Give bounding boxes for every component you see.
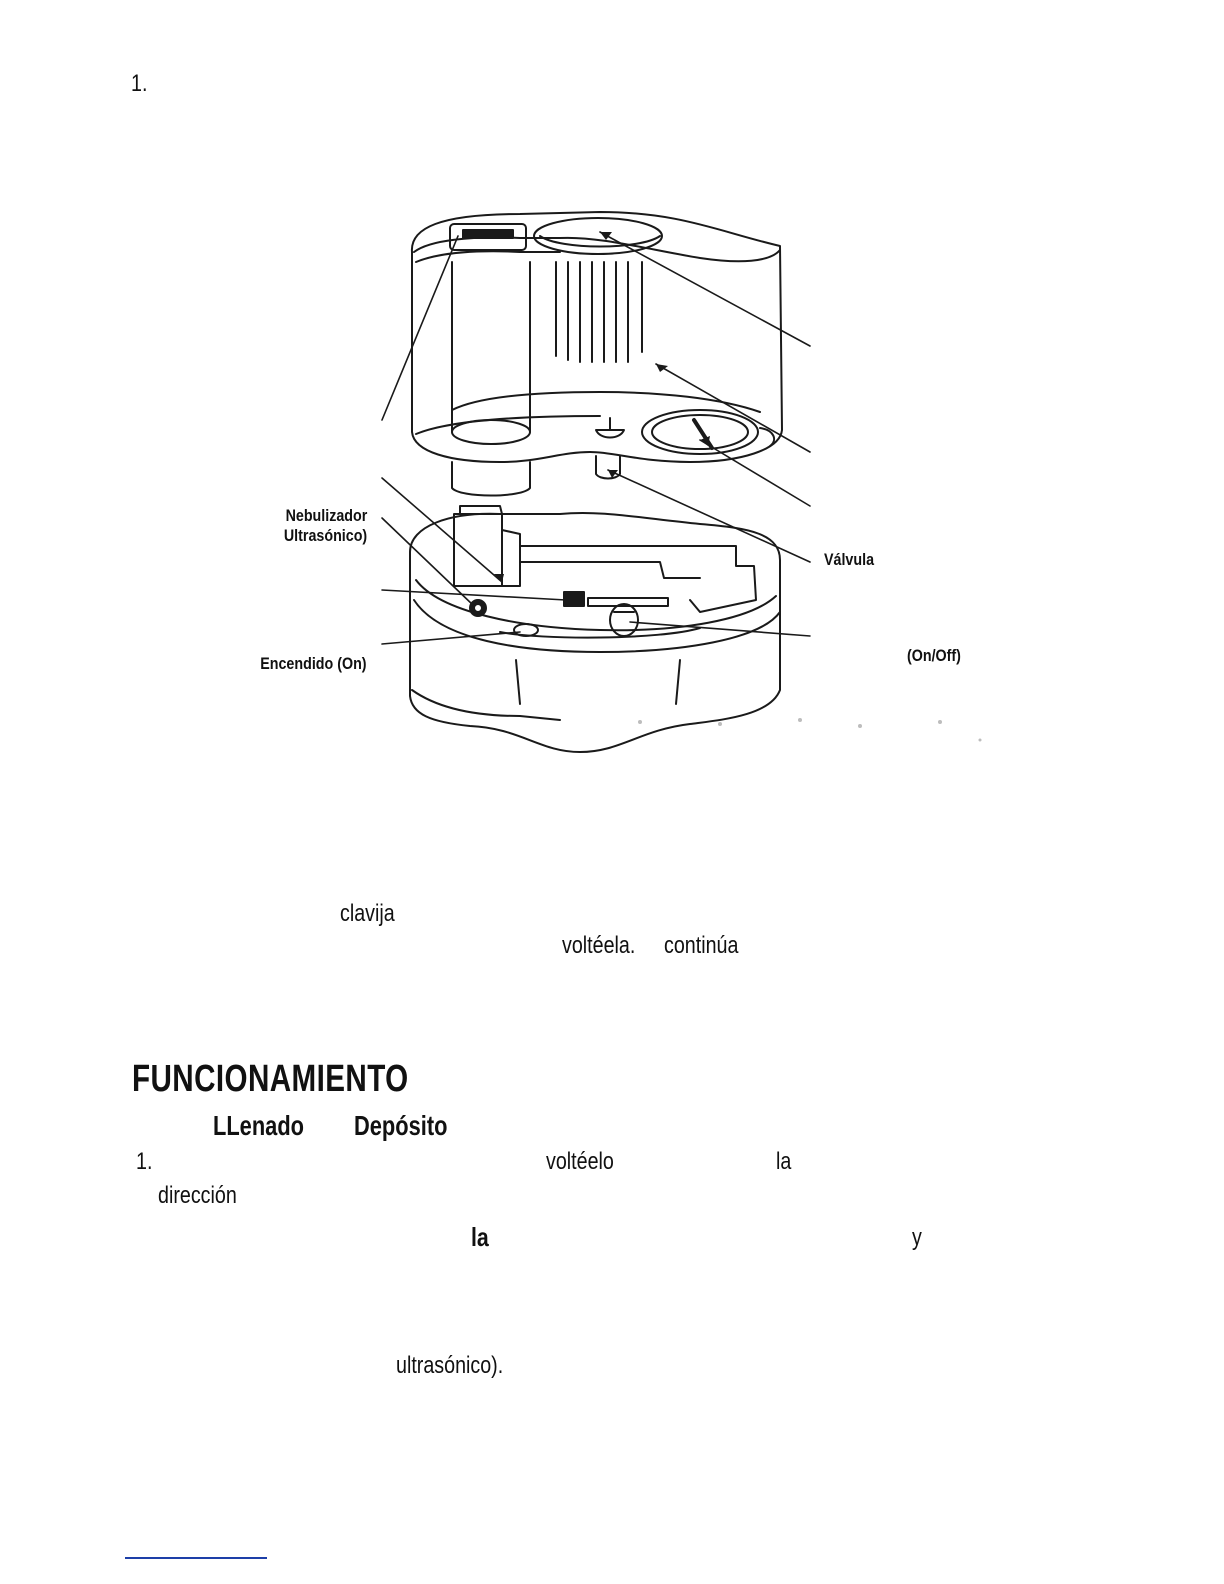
label-nebulizador: Nebulizador xyxy=(285,506,367,525)
item-number: 1. xyxy=(136,1148,153,1175)
list-number-top: 1. xyxy=(131,70,148,97)
section-heading: FUNCIONAMIENTO xyxy=(132,1058,409,1100)
footer-rule xyxy=(125,1557,267,1559)
text-continua: continúa xyxy=(664,932,739,959)
subheading-deposito: Depósito xyxy=(354,1110,448,1141)
label-on-off: (On/Off) xyxy=(907,646,961,665)
text-volteela: voltéela. xyxy=(562,932,636,959)
text-la-bold: la xyxy=(471,1222,489,1252)
text-volteelo: voltéelo xyxy=(546,1148,614,1175)
text-clavija: clavija xyxy=(340,900,395,927)
tank-handle xyxy=(534,218,662,254)
base-outline xyxy=(410,513,780,752)
text-y: y xyxy=(912,1224,922,1251)
base-knob xyxy=(610,604,638,636)
label-encendido: Encendido (On) xyxy=(260,654,367,673)
text-la: la xyxy=(776,1148,792,1175)
tank-slots xyxy=(568,262,628,362)
subheading-llenado: LLenado xyxy=(213,1110,305,1141)
label-ultrasonico: Ultrasónico) xyxy=(283,526,367,545)
text-direccion: dirección xyxy=(158,1182,237,1209)
text-ultrasonico: ultrasónico). xyxy=(396,1352,504,1379)
label-valvula: Válvula xyxy=(824,550,875,569)
